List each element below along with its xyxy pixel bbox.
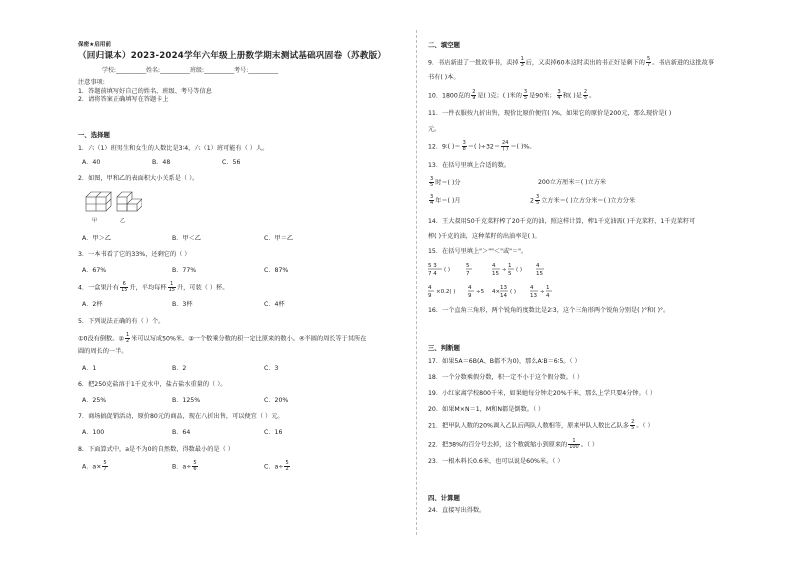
question-24: 24．直接写出得数。 (428, 507, 486, 514)
svg-text:4×: 4× (492, 289, 501, 295)
q1-option-c: C．56 (222, 159, 241, 166)
section-fill-title: 二、填空题 (428, 41, 460, 49)
svg-text:÷5: ÷5 (476, 289, 485, 295)
question-9-cont: 书有( )本。 (428, 74, 460, 81)
svg-text:9: 9 (428, 293, 432, 299)
svg-text:9: 9 (468, 293, 472, 299)
question-20: 20．如果M×N＝1，M和N都是倒数。（ ） (428, 406, 545, 413)
svg-text:4: 4 (428, 285, 432, 291)
q5-option-b: B．2 (172, 365, 187, 372)
q13-item-4: 2 $\frac{3}{5}$ 立方米＝( )立方分米＝( )立方分米 (530, 194, 636, 206)
question-23: 23．一根木料长0.6米，也可以说是60%米。（ ） (428, 458, 564, 465)
svg-text:14: 14 (500, 293, 507, 299)
svg-text:5: 5 (466, 263, 470, 269)
svg-text:15: 15 (492, 271, 499, 277)
q8-option-a: A．a× $\frac{5}{7}$ (82, 460, 107, 472)
svg-text:5 3: 5 3 (428, 263, 437, 269)
svg-text:( ): ( ) (516, 267, 523, 273)
question-1: 1．六（1）班男生和女生的人数比是3∶4，六（1）班可能有（ ）人。 (78, 145, 269, 152)
question-18: 18．一个分数乘假分数，积一定不小于这个假分数。（ ） (428, 374, 584, 381)
q2-option-a: A．甲＞乙 (82, 235, 111, 242)
question-19: 19．小红家离学校800千米，如果她每分钟走20%千米，那么上学只要4分钟。（ ） (428, 390, 657, 397)
section-judge-title: 三、判断题 (428, 344, 460, 352)
q13-item-3: $\frac{3}{4}$ 年＝( )月 (430, 194, 461, 206)
question-21: 21．把甲队人数的20%调入乙队后两队人数相等，原来甲队人数比乙队多 $\frac{2}{5}$ 。（ ） (428, 419, 654, 431)
q2-option-c: C．甲＝乙 (264, 235, 294, 242)
q5-option-a: A．1 (82, 365, 97, 372)
q1-option-a: A．40 (82, 159, 101, 166)
question-11: 11．一件衣服按九折出售，现价比原价便宜( )%，如果它的原价是200元，那么现价是( ) (428, 110, 672, 117)
question-8: 8．下面算式中，a是不为0的自然数，得数最小的是（ ） (78, 446, 234, 453)
svg-text:4: 4 (530, 285, 534, 291)
q13-item-2: 200立方厘米＝( )立方米 (538, 179, 607, 186)
figure-label-yi: 乙 (120, 218, 126, 224)
q4-option-b: B．3杯 (172, 301, 193, 308)
question-5-statements: ①0没有倒数。② $\frac{1}{2}$ 米可以写成50%米。③一个数乘分数的积一定比原来的数小。④半圆的周长等于其所在 (78, 332, 367, 344)
q13-item-1: $\frac{3}{5}$ 时＝( )分 (430, 176, 461, 188)
q3-option-b: B．77% (172, 267, 197, 274)
q2-option-b: B．甲＜乙 (172, 235, 201, 242)
section-choice-title: 一、选择题 (78, 131, 110, 139)
q7-option-c: C．16 (264, 429, 283, 436)
svg-text:15: 15 (536, 271, 543, 277)
svg-text:7: 7 (466, 271, 470, 277)
q15-comparisons (428, 260, 588, 300)
svg-text:4: 4 (468, 285, 472, 291)
q8-option-b: B．a÷ $\frac{5}{6}$ (172, 460, 197, 472)
question-5-statements-cont: 圆的周长的一半。 (78, 348, 128, 355)
q6-option-c: C．20% (264, 397, 289, 404)
svg-text:÷: ÷ (540, 289, 545, 295)
question-16: 16．一个直角三角形，两个锐角的度数比是2∶3，这个三角形两个锐角分别是( )°和( )°。 (428, 307, 670, 314)
svg-text:÷: ÷ (502, 267, 507, 273)
q4-option-c: C．4杯 (264, 301, 285, 308)
page-title: （回归课本）2023-2024学年六年级上册数学期末测试基础巩固卷（苏教版） (78, 51, 387, 61)
question-22: 22．把38%的百分号去掉，这个数就缩小到原来的 $\frac{1}{100}$ 。（ ） (428, 438, 599, 450)
svg-text:4: 4 (492, 263, 496, 269)
figure-label-jia: 甲 (92, 218, 98, 224)
question-12: 12．9∶( )＝ $\frac{3}{8}$ ＝( )÷32＝ $\frac{24}{( )}$ ＝( )%。 (428, 140, 536, 152)
svg-text:1: 1 (546, 285, 550, 291)
question-4: 4．一盒果汁有 $\frac{6}{15}$ 升，平均每杯 $\frac{1}{15}$ 升，可装（ ）杯。 (78, 281, 229, 293)
svg-text:×0.2( ): ×0.2( ) (436, 289, 456, 295)
svg-text:( ): ( ) (444, 267, 451, 273)
q7-option-a: A．100 (82, 429, 105, 436)
question-14: 14．王大叔用50千克菜籽榨了20千克的油，照这样计算，榨1千克油需( )千克菜籽，1千克菜籽可 (428, 218, 696, 225)
question-3: 3．一本书看了它的33%，还剩它的（ ） (78, 251, 191, 258)
question-7: 7．商场搞促销活动，原价80元的商品，现在八折出售，可以便宜（ ）元。 (78, 413, 284, 420)
question-17: 17．如果5A＝6B(A、B都不为0)，那么A∶B＝6∶5。（ ） (428, 358, 581, 365)
question-13: 13．在括号里填上合适的数。 (428, 162, 511, 169)
question-5: 5．下列说法正确的有（ ）个。 (78, 318, 165, 325)
svg-text:1: 1 (508, 263, 512, 269)
svg-text:4: 4 (536, 263, 540, 269)
svg-text:13: 13 (500, 285, 507, 291)
question-11-cont: 元。 (428, 126, 441, 133)
note-1: 1．答题前填写好自己的姓名、班级、考号等信息 (78, 88, 212, 95)
q6-option-b: B．125% (172, 397, 201, 404)
q6-option-a: A．25% (82, 397, 107, 404)
q7-option-b: B．64 (172, 429, 191, 436)
question-9: 9．书店新进了一批故事书，卖掉 $\frac{1}{3}$ 后，又卖掉60本这时卖出的书正好是剩下的 $\frac{5}{7}$ 。书店新进的这批故事 (428, 56, 715, 68)
q4-option-a: A．2杯 (82, 301, 103, 308)
svg-text:13: 13 (530, 293, 537, 299)
svg-text:5: 5 (508, 271, 512, 277)
question-6: 6．把250克盐溶于1千克水中，盐占盐水重量的（ ）。 (78, 381, 227, 388)
q1-option-b: B．48 (152, 159, 171, 166)
svg-text:4: 4 (546, 293, 550, 299)
question-14-cont: 榨( )千克的油，这种菜籽的出油率是( )。 (428, 233, 541, 240)
question-10: 10．1800克的 $\frac{2}{9}$ 是( )克；( )米的 $\frac{3}{5}$ 是90米； $\frac{3}{4}$ 和( )是 $\frac{2}{5}$ 。 (428, 89, 596, 101)
student-info-line: 学校:__________姓名:__________班级:__________考号:__________ (102, 67, 279, 74)
svg-text:7 4: 7 4 (428, 271, 437, 277)
q5-option-c: C．3 (264, 365, 279, 372)
q3-option-c: C．87% (264, 267, 289, 274)
q8-option-c: C．a÷ $\frac{5}{2}$ (264, 460, 289, 472)
notes-heading: 注意事项: (78, 79, 105, 86)
secret-label: 保密★启用前 (78, 42, 111, 48)
column-divider (416, 30, 417, 535)
section-calc-title: 四、计算题 (428, 494, 460, 502)
q3-option-a: A．67% (82, 267, 107, 274)
question-15: 15．在括号里填上"＞""＜"或"＝"。 (428, 248, 528, 255)
svg-text:( ): ( ) (510, 289, 517, 295)
note-2: 2．请将答案正确填写在答题卡上 (78, 96, 169, 103)
question-2: 2．如图，甲和乙的表面积大小关系是（ ）。 (78, 175, 199, 182)
